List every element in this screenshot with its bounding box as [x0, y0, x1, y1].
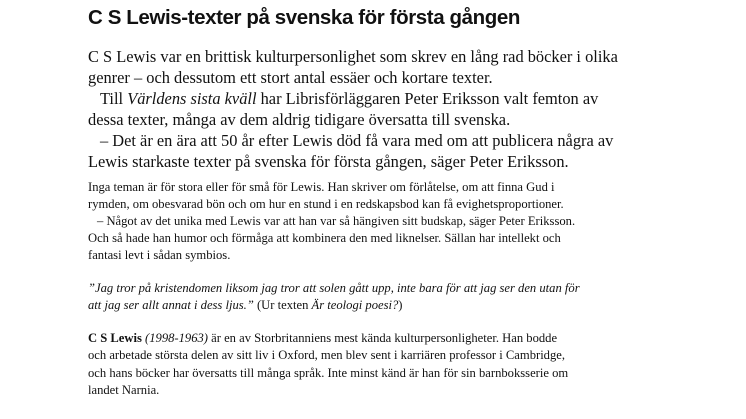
- body-line4: Och så hade han humor och förmåga att kombinera den med liknelser. Sällan har intellekt och: [88, 230, 561, 245]
- book-title: Världens sista kväll: [127, 89, 257, 108]
- quote-section: [88, 280, 728, 314]
- body-section: [88, 179, 728, 264]
- lead-p1-line2: genrer – och dessutom ett stort antal essäer och kortare texter.: [88, 68, 493, 87]
- lead-p2-line2: dessa texter, många av dem aldrig tidigare översatta till svenska.: [88, 110, 511, 129]
- bio-years: (1998-1963): [145, 331, 209, 345]
- lead-p1-line1: C S Lewis var en brittisk kulturpersonlighet som skrev en lång rad böcker i olika: [88, 47, 618, 66]
- body-line3: [88, 213, 728, 230]
- quote-line2: [88, 297, 728, 314]
- bio-line1: [88, 330, 728, 347]
- quote-line2-text: att jag ser allt annat i dess ljus.”: [88, 297, 254, 312]
- lead-p2-line1: [88, 88, 728, 109]
- bio-line4: landet Narnia.: [88, 383, 160, 398]
- quote-source-pre: (Ur texten: [253, 297, 312, 312]
- body-line5: fantasi levt i sådan symbios.: [88, 247, 231, 262]
- lead-p2-pre: Till: [100, 89, 128, 108]
- quote-line1: ”Jag tror på kristendomen liksom jag tror att solen gått upp, inte bara för att jag ser den utan för: [88, 281, 580, 295]
- bio-line1-rest: är en av Storbritanniens mest kända kulturpersonligheter. Han bodde: [208, 331, 558, 345]
- lead-p3-line1-text: – Det är en ära att 50 år efter Lewis död få vara med om att publicera några av: [100, 131, 614, 150]
- bio-section: [88, 330, 728, 400]
- body-line1: Inga teman är för stora eller för små för Lewis. Han skriver om förlåtelse, om att finna Gud i: [88, 180, 555, 194]
- lead-p3-line1: [88, 130, 728, 151]
- lead-p3-line2: Lewis starkaste texter på svenska för första gången, säger Peter Eriksson.: [88, 152, 569, 171]
- lead-section: [88, 46, 728, 172]
- quote-source-post: ): [398, 297, 403, 312]
- body-line2: rymden, om obesvarad bön och om hur en stund i en redskapsbod kan få evighetsproportioner.: [88, 196, 564, 211]
- bio-line3: och hans böcker har översatts till många språk. Inte minst känd är han för sin barnboksserie om: [88, 365, 569, 380]
- quote-source-title: Är teologi poesi?: [311, 297, 399, 312]
- bio-line2: och arbetade största delen av sitt liv i Oxford, men blev sent i karriären professor i Cambridge,: [88, 348, 566, 363]
- lead-p2-post: har Librisförläggaren Peter Eriksson valt femton av: [256, 89, 599, 108]
- body-line3-text: – Något av det unika med Lewis var att han var så hängiven sitt budskap, säger Peter Eriksson.: [97, 213, 576, 228]
- article-headline: C S Lewis-texter på svenska för första gången: [88, 6, 520, 29]
- bio-name: C S Lewis: [88, 331, 142, 345]
